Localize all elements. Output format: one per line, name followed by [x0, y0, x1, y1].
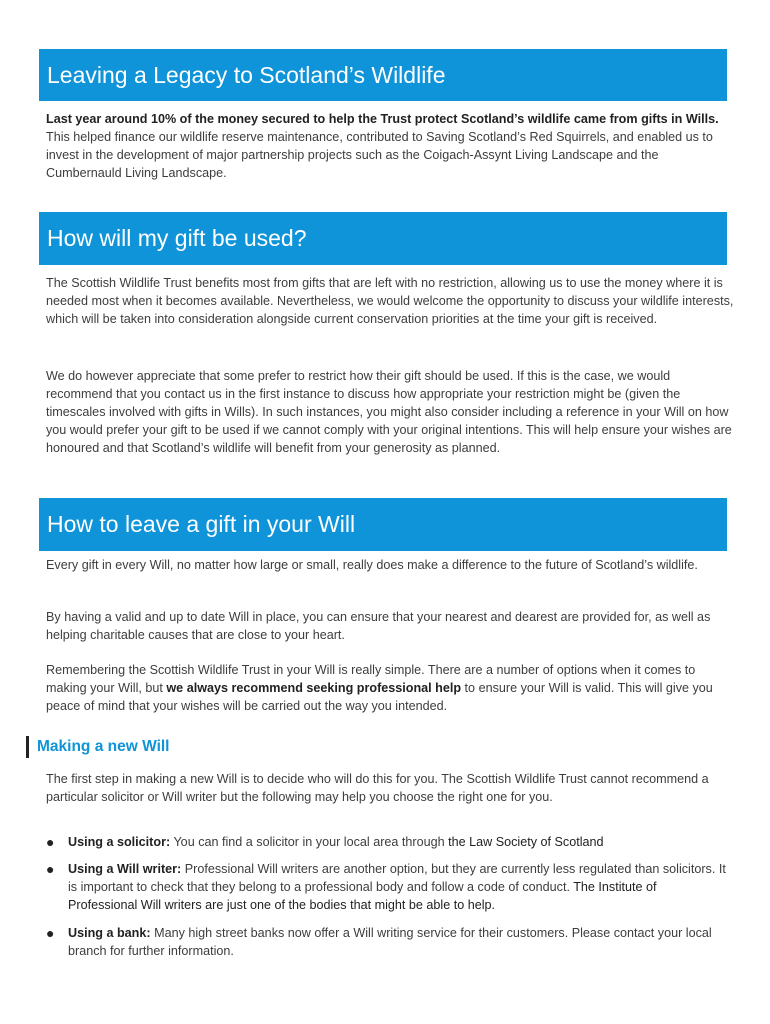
- section-title-legacy: Leaving a Legacy to Scotland’s Wildlife: [47, 61, 446, 88]
- ipw-link[interactable]: The Institute of Professional Will writers are just one of the bodies that might be able to help.: [68, 880, 657, 912]
- leave-gift-paragraph-2: By having a valid and up to date Will in place, you can ensure that your nearest and dearest are provided for, as well as helping charitable causes that are close to your heart.: [46, 610, 711, 642]
- subheading-bar: [26, 736, 29, 758]
- gift-use-paragraph-2: We do however appreciate that some prefer to restrict how their gift should be used. If this is the case, we would recommend that you contact us in the first instance to discuss how appropriate your restriction might be (given the timescales involved with gifts in Wills). In such instances, you might also consider including a reference in your Will on how you would prefer your gift to be used if we cannot comply with your original intentions. This will help ensure your wishes are honoured and that Scotland’s wildlife will benefit from your generosity as planned.: [46, 369, 732, 455]
- subheading-new-will: [26, 735, 170, 759]
- bullet-solicitor: [46, 833, 726, 851]
- bullet-label: Using a solicitor:: [68, 835, 171, 849]
- section-title-gift-use: How will my gift be used?: [47, 225, 307, 251]
- new-will-paragraph: The first step in making a new Will is to decide who will do this for you. The Scottish Wildlife Trust cannot recommend a particular solicitor or Will writer but the following may help you choose the right one for you.: [46, 772, 709, 804]
- legacy-bold-lead: Last year around 10% of the money secured to help the Trust protect Scotland’s wildlife came from gifts in Wills.: [46, 112, 719, 126]
- leave-gift-text-a: Remembering the Scottish Wildlife Trust in your Will is really simple. There are a number of options when it comes to making your Will, but: [46, 663, 696, 695]
- bullet-dot: ●: [46, 925, 55, 941]
- leave-gift-text-b: to ensure your Will is valid. This will give you peace of mind that your wishes will be carried out the way you intended.: [46, 681, 713, 713]
- leave-gift-paragraph-3: [46, 661, 736, 715]
- subheading-title: Making a new Will: [37, 738, 170, 755]
- legacy-text: This helped finance our wildlife reserve maintenance, contributed to Saving Scotland’s Red Squirrels, and enabled us to invest in the development of major partnership projects such as the Coigach-Assynt Living Landscape and the Cumbernauld Living Landscape.: [46, 130, 713, 180]
- bullet-label: Using a bank:: [68, 926, 151, 940]
- section-banner-leave-gift: [39, 498, 727, 551]
- section-banner-gift-use: [39, 212, 727, 265]
- bullet-text: You can find a solicitor in your local area through: [170, 835, 449, 849]
- bullet-label: Using a Will writer:: [68, 862, 182, 876]
- leave-gift-paragraph-1: Every gift in every Will, no matter how large or small, really does make a difference to the future of Scotland’s wildlife.: [46, 558, 698, 572]
- gift-use-paragraph-1: The Scottish Wildlife Trust benefits most from gifts that are left with no restriction, allowing us to use the money where it is needed most when it becomes available. Nevertheless, we would welcome the opportunity to discuss your wildlife interests, which will be taken into consideration alongside current conservation priorities at the time your gift is received.: [46, 276, 734, 326]
- bullet-text: Professional Will writers are another option, but they are currently less regulated than solicitors. It is important to check that they belong to a professional body and follow a code of conduct.: [68, 862, 726, 894]
- section-banner-legacy: [39, 49, 727, 101]
- section-title-leave-gift: How to leave a gift in your Will: [47, 511, 356, 537]
- bullet-dot: ●: [46, 861, 55, 877]
- law-society-link[interactable]: the Law Society of Scotland: [448, 835, 604, 849]
- bullet-will-writer: [46, 860, 726, 914]
- legacy-paragraph: [46, 110, 736, 182]
- bullet-text: Many high street banks now offer a Will writing service for their customers. Please contact your local branch for further information.: [68, 926, 712, 958]
- professional-help-bold: we always recommend seeking professional help: [166, 681, 462, 695]
- bullet-dot: ●: [46, 834, 55, 850]
- bullet-bank: [46, 924, 726, 960]
